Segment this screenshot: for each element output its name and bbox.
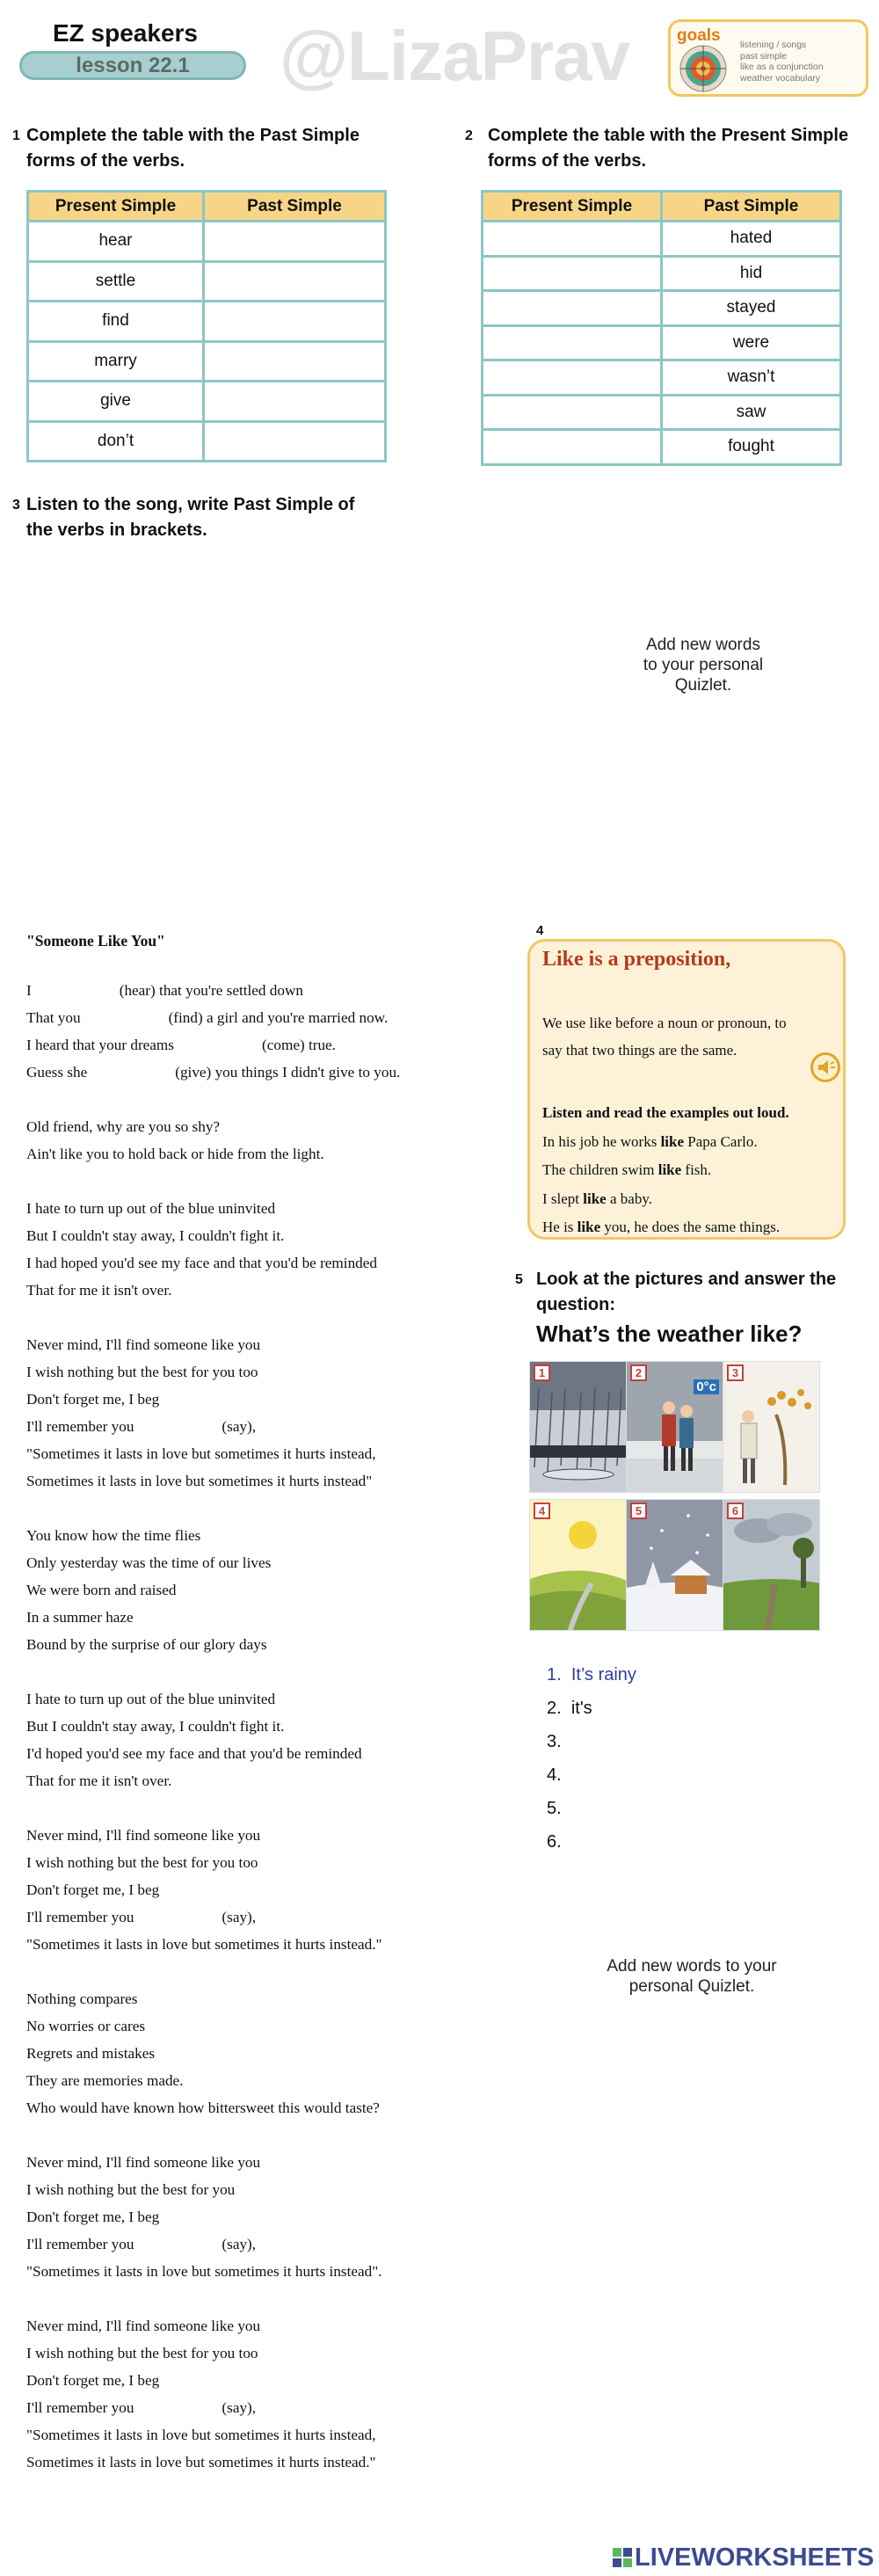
example-line: [542, 1185, 789, 1214]
lyric-line: [26, 2149, 501, 2176]
lyric-line: [26, 1876, 501, 1903]
task-number: 5: [515, 1272, 523, 1287]
lyric-line: [26, 1059, 501, 1086]
note-line: Add new words: [646, 636, 760, 654]
lyric-line: [26, 2230, 501, 2258]
verb-cell: don’t: [28, 421, 204, 462]
stanza-gap: [26, 1495, 501, 1522]
weather-picture-cloudy: [723, 1499, 820, 1631]
song-lyrics: [26, 932, 501, 2476]
lyric-text: You know how the time flies: [26, 1527, 201, 1544]
lyric-line: [26, 2176, 501, 2203]
quizlet-note: [573, 1956, 810, 1997]
lyric-line: [26, 2394, 501, 2421]
picture-number: 3: [727, 1364, 744, 1381]
lyric-text: I heard that your dreams: [26, 1037, 174, 1053]
lyric-text: That for me it isn't over.: [26, 1772, 172, 1789]
stanza-gap: [26, 2121, 501, 2149]
lyric-line: [26, 2012, 501, 2040]
lyric-text: I wish nothing but the best for you too: [26, 2345, 258, 2361]
stanza-gap: [26, 1794, 501, 1822]
lyric-text: (say),: [222, 2399, 257, 2416]
lyric-text: I'll remember you: [26, 1909, 134, 1925]
lyric-text: I hate to turn up out of the blue uninvited: [26, 1200, 276, 1217]
speaker-icon: [813, 1055, 838, 1080]
answer-item[interactable]: [547, 1658, 636, 1692]
picture-number: 5: [630, 1503, 647, 1519]
instruction-line: question:: [536, 1295, 615, 1314]
lyric-text: "Sometimes it lasts in love but sometimes it hurts instead".: [26, 2263, 382, 2280]
note-line: Quizlet.: [674, 676, 732, 695]
lyric-line: [26, 1031, 501, 1059]
lyric-text: But I couldn't stay away, I couldn't fight it.: [26, 1227, 285, 1244]
answer-number: 6.: [547, 1832, 562, 1852]
lyric-text: Never mind, I'll find someone like you: [26, 2318, 261, 2334]
snow-illustration: [627, 1500, 723, 1631]
answer-field[interactable]: [204, 222, 386, 262]
lyric-line: [26, 1740, 501, 1767]
verb-cell: give: [28, 382, 204, 422]
lyric-text: "Sometimes it lasts in love but sometimes it hurts instead,: [26, 1445, 376, 1462]
note-line: personal Quizlet.: [628, 1977, 755, 1996]
liveworksheets-logo-icon: [613, 2548, 632, 2567]
temperature-label: 0°c: [694, 1379, 719, 1394]
answer-number: 3.: [547, 1732, 562, 1751]
answer-field[interactable]: [483, 325, 662, 360]
like-box-title: Like is a preposition,: [542, 948, 731, 971]
lyric-text: Don't forget me, I beg: [26, 2372, 160, 2389]
instruction-line: Complete the table with the Past Simple: [26, 126, 360, 145]
table-row: [28, 341, 386, 382]
answer-field[interactable]: [483, 360, 662, 396]
lyric-text: (hear) that you're settled down: [119, 982, 304, 999]
lyric-line: [26, 977, 501, 1004]
lyric-line: [26, 1358, 501, 1386]
answer-item[interactable]: [547, 1825, 636, 1859]
cloud-illustration: [723, 1500, 820, 1631]
answer-number: 1.: [547, 1665, 562, 1685]
lyric-text: I wish nothing but the best for you too: [26, 1854, 258, 1871]
picture-number: 4: [534, 1503, 550, 1519]
answer-field[interactable]: [483, 222, 662, 257]
rain-illustration: [530, 1362, 627, 1493]
table-row: [28, 222, 386, 262]
lyric-text: Don't forget me, I beg: [26, 1391, 160, 1408]
target-icon: [679, 44, 728, 93]
verb-cell: hid: [662, 256, 841, 291]
lyric-line: [26, 1767, 501, 1794]
stanza-gap: [26, 1958, 501, 1985]
column-header: Past Simple: [662, 192, 841, 222]
lyric-line: [26, 1685, 501, 1713]
lyric-line: [26, 2367, 501, 2394]
column-header: Present Simple: [483, 192, 662, 222]
goal-item: past simple: [740, 50, 788, 62]
example-text: The children swim: [542, 1161, 658, 1178]
lyric-line: [26, 1222, 501, 1249]
table-row: [483, 430, 841, 465]
lyric-line: [26, 1195, 501, 1222]
answer-field[interactable]: [483, 291, 662, 326]
author-watermark: @LizaPrav: [280, 17, 630, 95]
lyric-line: [26, 1604, 501, 1631]
lyric-text: (say),: [222, 1418, 257, 1435]
note-line: Add new words to your: [607, 1957, 777, 1976]
stanza-gap: [26, 2285, 501, 2312]
sun-illustration: [530, 1500, 627, 1631]
weather-question: What’s the weather like?: [536, 1321, 803, 1347]
lyric-line: [26, 1467, 501, 1495]
example-text: you, he does the same things.: [600, 1219, 781, 1235]
table-row: [28, 421, 386, 462]
example-text: a baby.: [606, 1190, 652, 1207]
lyric-text: I hate to turn up out of the blue uninvited: [26, 1691, 276, 1707]
note-line: to your personal: [643, 656, 764, 674]
lyric-text: We were born and raised: [26, 1582, 177, 1598]
answer-field[interactable]: [483, 430, 662, 465]
answer-field[interactable]: [204, 421, 386, 462]
weather-picture-cold: [626, 1361, 723, 1493]
lyric-line: [26, 1931, 501, 1958]
answer-number: 5.: [547, 1799, 562, 1818]
answer-field[interactable]: [204, 341, 386, 382]
picture-number: 2: [630, 1364, 647, 1381]
lyric-line: [26, 1004, 501, 1031]
lyric-line: [26, 1903, 501, 1931]
task2-instruction: [465, 123, 849, 174]
lyric-text: That for me it isn't over.: [26, 1282, 172, 1299]
answer-text[interactable]: It’s rainy: [570, 1665, 636, 1685]
lyric-text: Never mind, I'll find someone like you: [26, 1827, 261, 1844]
task-number: 3: [12, 498, 20, 513]
goals-list: [740, 40, 824, 84]
lyric-text: Don't forget me, I beg: [26, 2209, 160, 2225]
task3-instruction: [12, 492, 355, 543]
answer-item[interactable]: [547, 1758, 636, 1792]
lyric-text: Don't forget me, I beg: [26, 1881, 160, 1898]
picture-number: 6: [727, 1503, 744, 1519]
table-row: [483, 395, 841, 430]
lyric-line: [26, 1386, 501, 1413]
answer-field[interactable]: [204, 261, 386, 302]
instruction-line: forms of the verbs.: [488, 151, 647, 171]
verb-cell: hear: [28, 222, 204, 262]
lyric-text: (find) a girl and you're married now.: [168, 1009, 389, 1026]
answer-field[interactable]: [483, 395, 662, 430]
lyric-line: [26, 1249, 501, 1277]
answer-text[interactable]: it's: [570, 1699, 592, 1718]
lyric-text: I wish nothing but the best for you too: [26, 1364, 258, 1380]
lyric-line: [26, 2340, 501, 2367]
table-row: [28, 261, 386, 302]
lyric-line: [26, 1822, 501, 1849]
table-row: [28, 382, 386, 422]
lyric-line: [26, 1549, 501, 1576]
lyric-line: [26, 2067, 501, 2094]
verb-cell: were: [662, 325, 841, 360]
example-keyword: like: [577, 1219, 601, 1235]
lyric-text: I'll remember you: [26, 2236, 134, 2252]
liveworksheets-logo: LIVEWORKSHEETS: [635, 2543, 875, 2572]
intro-line: We use like before a noun or pronoun, to: [542, 1015, 787, 1031]
column-header: Past Simple: [204, 192, 386, 222]
table-row: [28, 302, 386, 342]
lyric-text: Nothing compares: [26, 1990, 138, 2007]
lyric-line: [26, 1140, 501, 1168]
lyric-text: I'll remember you: [26, 2399, 134, 2416]
example-line: [542, 1128, 789, 1157]
example-text: Papa Carlo.: [684, 1132, 758, 1150]
table-row: [483, 256, 841, 291]
intro-line: say that two things are the same.: [542, 1042, 737, 1059]
stanza-gap: [26, 1304, 501, 1331]
example-text: He is: [542, 1219, 578, 1235]
verb-cell: wasn’t: [662, 360, 841, 396]
lyric-text: I wish nothing but the best for you: [26, 2181, 236, 2198]
lyric-line: [26, 1413, 501, 1440]
verb-cell: hated: [662, 222, 841, 257]
lyric-text: "Sometimes it lasts in love but sometimes it hurts instead.": [26, 1936, 382, 1953]
instruction-line: Listen to the song, write Past Simple of: [26, 495, 355, 514]
lesson-badge: lesson 22.1: [19, 51, 246, 80]
answer-list: [547, 1658, 636, 1859]
lyric-line: [26, 1576, 501, 1604]
lyric-text: But I couldn't stay away, I couldn't fight it.: [26, 1718, 285, 1735]
lyrics-body: [26, 977, 501, 2476]
lyric-text: Who would have known how bittersweet this would taste?: [26, 2099, 380, 2116]
verb-cell: saw: [662, 395, 841, 430]
task1-instruction: [12, 123, 360, 174]
lyric-text: Old friend, why are you so shy?: [26, 1118, 221, 1135]
lyric-text: No worries or cares: [26, 2018, 146, 2034]
weather-picture-sunny: [529, 1499, 627, 1631]
lyric-line: [26, 1113, 501, 1140]
lyric-line: [26, 2421, 501, 2449]
answer-field[interactable]: [483, 256, 662, 291]
table-row: [483, 360, 841, 396]
task5-instruction: [515, 1267, 837, 1318]
lyric-text: Never mind, I'll find someone like you: [26, 1336, 261, 1353]
answer-field[interactable]: [204, 382, 386, 422]
worksheet-title: EZ speakers: [53, 19, 198, 47]
lyric-line: [26, 1631, 501, 1658]
goal-item: listening / songs: [740, 40, 807, 50]
audio-button[interactable]: [810, 1052, 840, 1082]
answer-number: 2.: [547, 1699, 562, 1718]
listen-label: Listen and read the examples out loud.: [542, 1104, 789, 1121]
task-number: 4: [536, 923, 544, 938]
goal-item: like as a conjunction: [740, 62, 824, 72]
verb-cell: fought: [662, 430, 841, 465]
lyric-line: [26, 1849, 501, 1876]
verb-cell: marry: [28, 341, 204, 382]
answer-item[interactable]: [547, 1792, 636, 1825]
lyric-text: "Sometimes it lasts in love but sometimes it hurts instead,: [26, 2427, 376, 2443]
weather-picture-snowy: [626, 1499, 723, 1631]
example-keyword: like: [657, 1161, 682, 1178]
lyric-text: I'll remember you: [26, 1418, 134, 1435]
answer-item[interactable]: [547, 1692, 636, 1725]
wind-illustration: [723, 1362, 820, 1493]
example-line: [542, 1156, 789, 1185]
lyric-text: Sometimes it lasts in love but sometimes it hurts instead": [26, 1473, 373, 1489]
lyric-text: I had hoped you'd see my face and that you'd be reminded: [26, 1255, 377, 1271]
answer-number: 4.: [547, 1765, 562, 1785]
instruction-line: Complete the table with the Present Simple: [488, 126, 849, 145]
task-number: 1: [12, 128, 20, 143]
lyric-text: Regrets and mistakes: [26, 2045, 156, 2062]
lyric-text: Sometimes it lasts in love but sometimes it hurts instead.": [26, 2454, 376, 2470]
lyric-line: [26, 1522, 501, 1549]
lyric-line: [26, 1440, 501, 1467]
goal-item: weather vocabulary: [740, 72, 821, 84]
lyric-text: Guess she: [26, 1064, 88, 1081]
lyric-line: [26, 1713, 501, 1740]
verb-cell: settle: [28, 261, 204, 302]
table-row: [483, 291, 841, 326]
answer-item[interactable]: [547, 1725, 636, 1758]
lyric-text: They are memories made.: [26, 2072, 184, 2089]
task-number: 2: [465, 128, 473, 143]
lyric-text: Never mind, I'll find someone like you: [26, 2154, 261, 2171]
example-keyword: like: [660, 1132, 685, 1150]
lyric-text: In a summer haze: [26, 1609, 134, 1626]
table-row: [483, 325, 841, 360]
lyric-line: [26, 2449, 501, 2476]
lyric-text: (come) true.: [262, 1037, 336, 1053]
weather-picture-rainy: [529, 1361, 627, 1493]
example-keyword: like: [583, 1190, 607, 1207]
lyric-text: I'd hoped you'd see my face and that you'd be reminded: [26, 1745, 362, 1762]
verb-cell: find: [28, 302, 204, 342]
example-text: fish.: [681, 1161, 712, 1178]
lyric-text: That you: [26, 1009, 81, 1026]
lyric-line: [26, 1985, 501, 2012]
present-simple-table: [481, 190, 842, 466]
column-header: Present Simple: [28, 192, 204, 222]
picture-number: 1: [534, 1364, 550, 1381]
lyric-text: Ain't like you to hold back or hide from the light.: [26, 1146, 324, 1162]
verb-cell: stayed: [662, 291, 841, 326]
lyric-text: Bound by the surprise of our glory days: [26, 1636, 267, 1653]
lyric-line: [26, 2203, 501, 2230]
table-row: [483, 222, 841, 257]
stanza-gap: [26, 1086, 501, 1113]
instruction-line: Look at the pictures and answer the: [536, 1270, 837, 1289]
lyric-line: [26, 2094, 501, 2121]
lyric-line: [26, 1331, 501, 1358]
lyric-line: [26, 2040, 501, 2067]
example-text: I slept: [542, 1190, 584, 1207]
stanza-gap: [26, 1168, 501, 1195]
lyric-text: I: [26, 982, 32, 999]
like-examples: [542, 1099, 789, 1242]
instruction-line: the verbs in brackets.: [26, 520, 207, 540]
weather-picture-windy: [723, 1361, 820, 1493]
lyric-text: Only yesterday was the time of our lives: [26, 1554, 272, 1571]
goals-label: goals: [677, 26, 721, 45]
example-line: [542, 1213, 789, 1242]
instruction-line: forms of the verbs.: [26, 151, 185, 171]
lyric-text: (give) you things I didn't give to you.: [175, 1064, 401, 1081]
lyric-line: [26, 2312, 501, 2340]
stanza-gap: [26, 1658, 501, 1685]
quizlet-note: [607, 635, 800, 695]
lyric-line: [26, 1277, 501, 1304]
example-text: In his job he works: [542, 1132, 661, 1150]
past-simple-table: [26, 190, 387, 462]
answer-field[interactable]: [204, 302, 386, 342]
lyric-text: (say),: [222, 1909, 257, 1925]
like-intro: [542, 1009, 787, 1064]
lyric-text: (say),: [222, 2236, 257, 2252]
lyric-line: [26, 2258, 501, 2285]
song-title: "Someone Like You": [26, 932, 165, 950]
